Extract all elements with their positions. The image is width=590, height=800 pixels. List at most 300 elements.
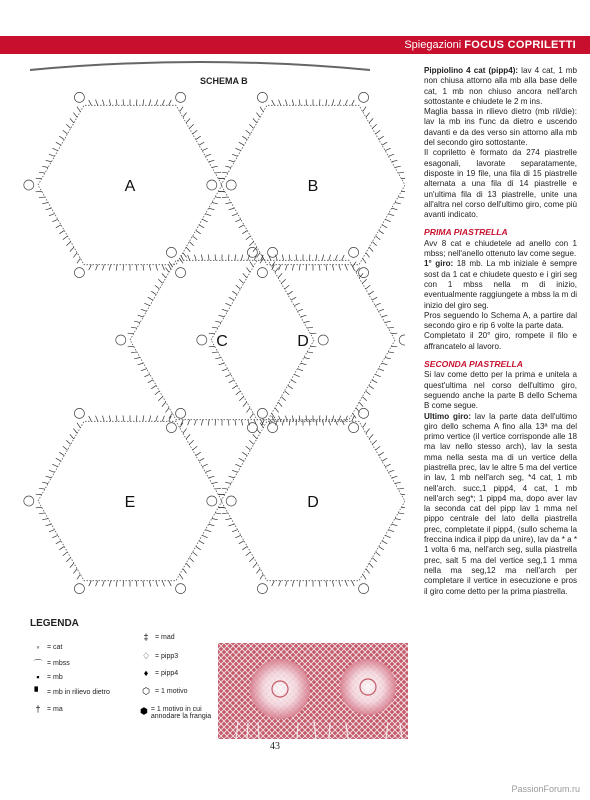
stitch-mark: [162, 416, 164, 422]
stitch-mark: [189, 558, 193, 562]
paragraph-start: Avv 8 cat e chiudetele ad anello con 1 mbss; nell'anello ottenuto lav come segue.: [424, 238, 577, 259]
stitch-mark: [149, 265, 150, 271]
paragraph-overview: Il copriletto è formato da 274 piastrelle esagonali, lavorate separatamente, disposte in 19 file, una fila di 15 piastrelle alternata a una fila di 14 piastrelle e un'ultima fila di 13 piastrelle, unite una all'altra nel corso dell'ultimo giro, come più avanti indicato.: [424, 148, 577, 220]
stitch-mark: [235, 254, 236, 260]
stitch-mark: [193, 446, 198, 450]
stitch-mark: [316, 254, 317, 260]
stitch-mark: [77, 574, 80, 579]
stitch-mark: [376, 130, 381, 134]
stitch-mark: [363, 574, 366, 579]
stitch-mark: [366, 113, 370, 118]
stitch-mark: [366, 253, 370, 258]
stitch-mark: [196, 452, 201, 455]
stitch-mark: [256, 113, 260, 118]
stitch-mark: [388, 470, 394, 472]
stitch-mark: [39, 513, 45, 514]
stitch-mark: [398, 513, 404, 514]
stitch-mark: [339, 265, 341, 271]
stitch-mark: [239, 225, 244, 228]
stitch-mark: [329, 420, 331, 426]
stitch-mark: [242, 452, 247, 455]
stitch-mark: [199, 142, 204, 145]
paragraph-last-round: [424, 412, 577, 597]
stitch-mark: [285, 416, 287, 422]
corner-picot: [74, 408, 84, 418]
stitch-mark: [382, 363, 388, 365]
stitch-mark: [392, 160, 398, 162]
stitch-mark: [299, 99, 300, 105]
stitch-mark: [242, 136, 247, 139]
stitch-mark: [362, 397, 366, 401]
stitch-mark: [385, 358, 391, 359]
dot-icon: ▪: [36, 672, 40, 682]
stitch-mark: [56, 142, 61, 145]
stitch-mark: [165, 268, 169, 273]
stitch-mark: [162, 402, 166, 406]
heading-first-tile: PRIMA PIASTRELLA: [424, 227, 508, 238]
stitch-mark: [116, 415, 117, 421]
stitch-mark: [363, 107, 366, 112]
stitch-mark: [363, 423, 366, 428]
stitch-mark: [279, 265, 281, 271]
stitch-mark: [307, 327, 313, 328]
stitch-mark: [369, 385, 374, 388]
stitch-mark: [342, 420, 345, 425]
stitch-mark: [246, 552, 251, 556]
stitch-mark: [239, 279, 243, 283]
stitch-mark: [70, 563, 74, 567]
stitch-mark: [46, 524, 52, 526]
stitch-mark: [196, 230, 201, 233]
stitch-mark: [225, 374, 230, 377]
legend-label: = mb in rilievo dietro: [47, 689, 110, 696]
stitch-mark: [116, 265, 117, 271]
paragraph-finish: Completato il 20° giro, rompete il filo e affrancatelo al lavoro.: [424, 331, 577, 351]
stitch-mark: [52, 535, 57, 538]
stitch-mark: [73, 569, 77, 574]
stitch-mark: [186, 118, 190, 122]
stitch-mark: [379, 230, 384, 233]
stitch-mark: [73, 113, 77, 118]
section-prefix: Spiegazioni: [404, 39, 465, 51]
term-pipp4: Pippiolino 4 cat (pipp4):: [424, 66, 519, 75]
stitch-mark: [165, 408, 169, 413]
stitch-mark: [229, 380, 234, 383]
stitch-mark: [151, 385, 156, 388]
stitch-mark: [138, 315, 144, 317]
stitch-mark: [285, 285, 290, 289]
picot3-icon: ♢: [141, 651, 151, 661]
stitch-mark: [131, 327, 137, 328]
stitch-mark: [229, 208, 235, 210]
corner-picot: [116, 335, 126, 345]
legend-title: LEGENDA: [30, 618, 79, 629]
stitch-mark: [229, 160, 235, 162]
stitch-mark: [304, 358, 310, 359]
stitch-mark: [281, 397, 285, 401]
stitch-mark: [138, 363, 144, 365]
stitch-mark: [49, 530, 55, 532]
stitch-mark: [299, 581, 300, 587]
stitch-mark: [209, 160, 215, 162]
stitch-mark: [242, 546, 247, 549]
stitch-mark: [156, 416, 158, 422]
stitch-mark: [196, 546, 201, 549]
stitch-mark: [388, 214, 394, 216]
stitch-mark: [225, 166, 231, 167]
stitch-mark: [202, 219, 207, 222]
double-dagger-icon: ‡: [143, 632, 149, 642]
stitch-mark: [215, 172, 221, 173]
stitch-mark: [144, 303, 149, 306]
corner-picot: [247, 423, 257, 433]
photo-svg: [218, 643, 408, 739]
stitch-mark: [388, 530, 394, 532]
stitch-mark: [49, 214, 55, 216]
stitch-mark: [279, 416, 281, 422]
tile-label: A: [124, 178, 136, 195]
stitch-mark: [385, 464, 390, 467]
stitch-mark: [372, 297, 377, 300]
stitch-mark: [372, 124, 376, 128]
stitch-mark: [239, 541, 244, 544]
schema-bracket: [30, 62, 370, 70]
stitch-mark: [304, 321, 310, 322]
stitch-mark: [376, 552, 381, 556]
stitch-mark: [250, 262, 253, 267]
stitch-mark: [143, 99, 144, 105]
stitch-mark: [232, 385, 237, 388]
stitch-mark: [278, 273, 282, 277]
stitch-mark: [282, 420, 283, 426]
stitch-mark: [59, 230, 64, 233]
legend-label: = mad: [155, 633, 175, 641]
stitch-mark: [322, 254, 323, 260]
corner-picot: [349, 247, 359, 257]
stitch-mark: [149, 581, 150, 587]
stitch-mark: [366, 569, 370, 574]
stitch-mark: [131, 352, 137, 353]
stitch-mark: [201, 420, 202, 426]
corner-picot: [257, 584, 267, 594]
stitch-mark: [239, 397, 243, 401]
schema-title: SCHEMA B: [200, 76, 248, 86]
corner-picot: [318, 335, 328, 345]
stitch-mark: [202, 464, 207, 467]
stitch-mark: [279, 100, 281, 106]
stitch-mark: [236, 285, 241, 289]
stitch-mark: [205, 470, 211, 472]
stitch-mark: [208, 420, 209, 426]
corner-picot: [166, 247, 176, 257]
stitch-mark: [275, 268, 279, 273]
stitch-mark: [189, 124, 193, 128]
corner-picot: [226, 496, 236, 506]
stitch-mark: [46, 160, 52, 162]
stitch-mark: [196, 136, 201, 139]
corner-picot: [226, 180, 236, 190]
stitch-mark: [326, 265, 327, 271]
corner-picot: [359, 408, 369, 418]
stitch-mark: [52, 464, 57, 467]
stitch-mark: [212, 203, 218, 204]
stitch-mark: [291, 297, 296, 300]
stitch-mark: [148, 380, 153, 383]
stitch-mark: [205, 214, 211, 216]
stitch-mark: [102, 100, 104, 106]
stitch-mark: [382, 142, 387, 145]
tile-label: C: [216, 333, 228, 350]
stitch-mark: [382, 541, 387, 544]
stitch-mark: [39, 197, 45, 198]
corner-picot: [207, 180, 217, 190]
corner-picot: [166, 423, 176, 433]
stitch-mark: [332, 581, 333, 587]
stitch-mark: [369, 247, 373, 251]
stitch-mark: [372, 380, 377, 383]
stitch-mark: [385, 148, 390, 151]
legend-label: = ma: [47, 705, 63, 713]
stitch-mark: [288, 385, 293, 388]
stitch-mark: [193, 236, 198, 240]
stitch-mark: [332, 265, 333, 271]
stitch-mark: [299, 265, 300, 271]
header-bar: [0, 36, 590, 54]
stitch-mark: [225, 303, 230, 306]
stitch-mark: [66, 440, 70, 444]
corner-picot: [176, 268, 186, 278]
stitch-mark: [366, 429, 370, 434]
stitch-mark: [63, 130, 68, 134]
stitch-mark: [235, 535, 240, 538]
stitch-mark: [369, 434, 373, 438]
stitch-mark: [66, 242, 70, 246]
hex-tiles: [24, 92, 405, 593]
paragraph-continue: Pros seguendo lo Schema A, a partire dal secondo giro e rip 6 volte la parte data.: [424, 310, 577, 331]
stitch-mark: [194, 255, 196, 261]
corner-picot: [176, 584, 186, 594]
stitch-mark: [369, 563, 373, 567]
stitch-mark: [236, 391, 241, 395]
stitch-mark: [222, 197, 228, 198]
stitch-mark: [109, 415, 110, 421]
stitch-mark: [183, 253, 187, 258]
stitch-mark: [246, 130, 251, 134]
stitch-mark: [329, 255, 331, 261]
bedspread-photo: [218, 643, 408, 739]
corner-picot: [74, 92, 84, 102]
stitch-mark: [392, 476, 398, 478]
stitch-mark: [205, 154, 211, 156]
stitch-mark: [395, 166, 401, 167]
stitch-mark: [144, 374, 149, 377]
stitch-mark: [39, 172, 45, 173]
legend-label: = cat: [47, 643, 63, 651]
paragraph-mbril: Maglia bassa in rilievo dietro (mb ril/die): lav la mb ins f'unc da dietro e uscendo davanti e da des verso sin attorno alla mb del secondo giro sottostante.: [424, 107, 577, 148]
stitch-mark: [398, 197, 404, 198]
stitch-mark: [363, 258, 366, 263]
stitch-mark: [212, 482, 218, 483]
stitch-mark: [375, 303, 380, 306]
stitch-mark: [229, 476, 235, 478]
stitch-mark: [395, 519, 401, 520]
stitch-mark: [141, 369, 147, 371]
stitch-mark: [322, 420, 323, 426]
tile-label: D: [297, 333, 309, 350]
stitch-mark: [77, 423, 80, 428]
stitch-mark: [232, 470, 238, 472]
stitch-mark: [199, 458, 204, 461]
stitch-mark: [229, 524, 235, 526]
stitch-mark: [294, 374, 299, 377]
stitch-mark: [352, 100, 355, 105]
stitch-mark: [385, 321, 391, 322]
stitch-mark: [285, 265, 287, 271]
stitch-mark: [249, 440, 253, 444]
stitch-mark: [243, 273, 247, 277]
stitch-mark: [149, 99, 150, 105]
stitch-mark: [193, 552, 198, 556]
stitch-mark: [299, 415, 300, 421]
corner-picot: [359, 268, 369, 278]
stitch-mark: [201, 254, 202, 260]
round1-body: 18 mb. La mb iniziale è sempre sost da 1 cat e chiudete questo e i giri seg con 1 mbss nella m di inizio, eventualmente raggiungete a mbss la m di inizio del giro seg.: [424, 259, 578, 310]
stitch-mark: [235, 420, 236, 426]
stitch-mark: [134, 358, 140, 359]
legend-item-mad: [140, 632, 175, 642]
stitch-mark: [345, 581, 347, 587]
stitch-mark: [49, 154, 55, 156]
stitch-mark: [292, 99, 293, 105]
motif-fringe-icon: ⬢: [140, 706, 148, 716]
stitch-mark: [46, 208, 52, 210]
stitch-mark: [96, 100, 98, 106]
stitch-mark: [369, 118, 373, 122]
term-last-round: Ultimo giro:: [424, 411, 472, 421]
stitch-mark: [246, 236, 251, 240]
stitch-mark: [186, 247, 190, 251]
stitch-mark: [52, 219, 57, 222]
stitch-mark: [235, 464, 240, 467]
stitch-mark: [222, 513, 228, 514]
stitch-mark: [73, 429, 77, 434]
stitch-mark: [158, 279, 162, 283]
stitch-mark: [59, 452, 64, 455]
stitch-mark: [225, 482, 231, 483]
stitch-mark: [269, 255, 271, 261]
stitch-mark: [215, 488, 221, 489]
stitch-mark: [102, 416, 104, 422]
stitch-mark: [109, 99, 110, 105]
last-round-body: lav la parte data dell'ultimo giro dello schema A fino alla 13ª ma del primo vertice (il vertice corrisponde alle 18 ma lav nello stesso arch), lav la sesta mma nella sesta ma di un vertice della piastrella prec, lav le altre 5 ma del vertice in lav, 1 mb nell'arch seg, *4 cat, 1 mb nell'arch. succ,1 pipp4, 4 cat, 1 mb nell'arch seg*; 1 pipp4 ma, dopo aver lav la seconda cat del pipp lav 1 mma nel pippo centrale del lato della piastrella prec, completate il pipp4, (sullo schema la freccina indica il pipp da unire), lav da * a * 1 volta 6 ma, nell'arch seg, sulla piastrella prec, salt 5 ma del vertice seg,1 1 mma nella ma seg,12 ma nell'arch per completare il vertice in esecuzione e pros il giro come detto per la prima piastrella.: [424, 411, 577, 596]
stitch-mark: [66, 558, 70, 562]
stitch-mark: [89, 416, 92, 421]
stitch-mark: [215, 197, 221, 198]
corner-picot: [74, 268, 84, 278]
stitch-mark: [256, 429, 260, 434]
stitch-mark: [109, 581, 110, 587]
stitch-mark: [239, 142, 244, 145]
stitch-mark: [388, 352, 394, 353]
stitch-mark: [186, 434, 190, 438]
stitch-mark: [89, 265, 92, 270]
stitch-mark: [345, 100, 347, 106]
corner-picot: [349, 423, 359, 433]
stitch-mark: [398, 488, 404, 489]
stitch-mark: [46, 476, 52, 478]
stitch-mark: [301, 363, 307, 365]
tile-labels: [125, 178, 319, 511]
stitch-mark: [141, 309, 147, 311]
stitch-mark: [162, 581, 164, 587]
stitch-mark: [143, 415, 144, 421]
stitch-mark: [96, 416, 98, 422]
stitch-mark: [52, 148, 57, 151]
stitch-mark: [332, 99, 333, 105]
legend-label: = 1 motivo: [155, 688, 188, 695]
legend-item-mbss: [32, 657, 70, 670]
stitch-mark: [292, 415, 293, 421]
stitch-mark: [63, 552, 68, 556]
stitch-mark: [56, 225, 61, 228]
corner-picot: [197, 335, 207, 345]
stitch-mark: [275, 408, 279, 413]
stitch-mark: [345, 416, 347, 422]
stitch-mark: [232, 291, 237, 294]
stitch-mark: [285, 100, 287, 106]
arc-icon: ⌒: [33, 659, 43, 669]
stitch-mark: [162, 273, 166, 277]
section-name: FOCUS COPRILETTI: [464, 39, 576, 51]
stitch-mark: [215, 358, 221, 359]
motif-icon: ⬡: [142, 686, 150, 696]
stitch-mark: [382, 315, 388, 317]
stitch-mark: [102, 581, 104, 587]
stitch-mark: [42, 166, 48, 167]
stitch-mark: [378, 369, 384, 371]
stitch-mark: [291, 380, 296, 383]
stitch-mark: [66, 124, 70, 128]
corner-picot: [359, 584, 369, 594]
stitch-mark: [246, 268, 250, 273]
stitch-mark: [339, 100, 341, 106]
stitch-mark: [199, 225, 204, 228]
stitch-mark: [388, 327, 394, 328]
stitch-mark: [73, 253, 77, 258]
stitch-mark: [379, 546, 384, 549]
stitch-mark: [253, 563, 257, 567]
stitch-mark: [162, 100, 164, 106]
section-title: [404, 36, 576, 54]
stitch-mark: [219, 315, 225, 317]
stitch-mark: [269, 420, 271, 426]
stitch-mark: [96, 265, 98, 271]
stitch-mark: [155, 391, 160, 395]
stitch-mark: [352, 581, 355, 586]
stitch-mark: [77, 107, 80, 112]
corner-picot: [359, 92, 369, 102]
legend-item-cat: [32, 642, 62, 652]
stitch-mark: [189, 242, 193, 246]
stitch-mark: [301, 315, 307, 317]
crochet-chart: [0, 58, 405, 618]
stitch-mark: [143, 581, 144, 587]
stitch-mark: [212, 352, 218, 353]
stitch-mark: [212, 327, 218, 328]
stitch-mark: [134, 321, 140, 322]
stitch-mark: [151, 291, 156, 294]
legend-item-pipp4: [140, 668, 178, 678]
